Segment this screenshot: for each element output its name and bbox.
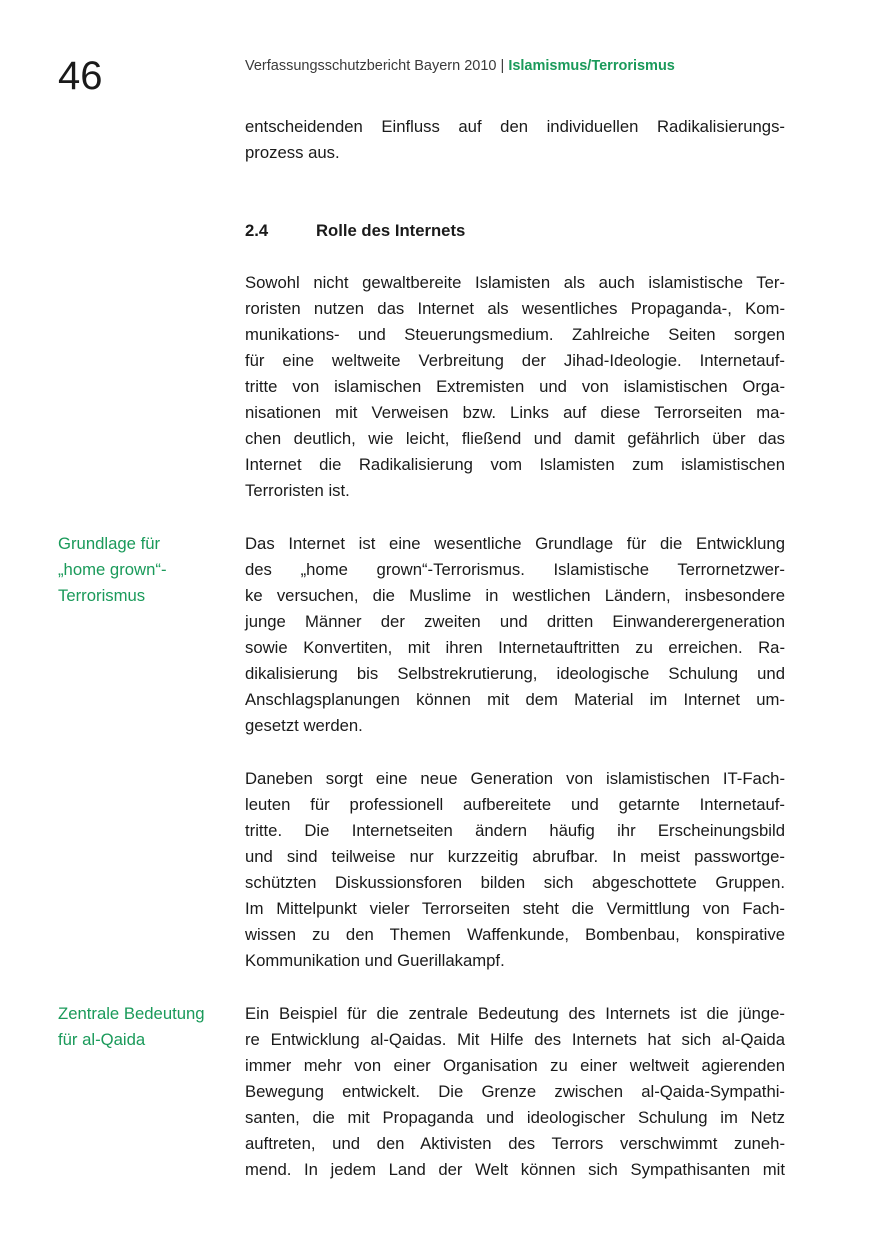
text-line: schützten Diskussionsforen bilden sich abgeschottete Gruppen. [245, 873, 785, 892]
text-line: santen, die mit Propaganda und ideologischer Schulung im Netz [245, 1108, 785, 1127]
text-line: munikations- und Steuerungsmedium. Zahlreiche Seiten sorgen [245, 325, 785, 344]
margin-note-line: Grundlage für [58, 534, 161, 553]
text-line: tritte. Die Internetseiten ändern häufig ihr Erscheinungsbild [245, 821, 785, 840]
text-line: prozess aus. [245, 143, 340, 162]
text-line: junge Männer der zweiten und dritten Einwanderergeneration [245, 612, 785, 631]
publication-title: Verfassungsschutzbericht Bayern 2010 [245, 58, 497, 74]
text-line: leuten für professionell aufbereitete und getarnte Internetauf- [245, 795, 785, 814]
text-line: roristen nutzen das Internet als wesentliches Propaganda-, Kom- [245, 299, 785, 318]
section-heading [245, 220, 465, 242]
margin-note-line: „home grown“- [58, 560, 167, 579]
text-line: entscheidenden Einfluss auf den individuellen Radikalisierungs- [245, 117, 785, 136]
paragraph-home-grown [245, 531, 785, 739]
text-line: immer mehr von einer Organisation zu einer weltweit agierenden [245, 1056, 785, 1075]
text-line: nisationen mit Verweisen bzw. Links auf diese Terrorseiten ma- [245, 403, 785, 422]
text-line: und sind teilweise nur kurzzeitig abrufbar. In meist passwortge- [245, 847, 785, 866]
text-line: Terroristen ist. [245, 481, 350, 500]
text-line: chen deutlich, wie leicht, fließend und damit gefährlich über das [245, 429, 785, 448]
margin-note-al-qaida [58, 1001, 238, 1053]
text-line: ke versuchen, die Muslime in westlichen Ländern, insbesondere [245, 586, 785, 605]
margin-note-line: für al-Qaida [58, 1030, 146, 1049]
text-line: Anschlagsplanungen können mit dem Material im Internet um- [245, 690, 785, 709]
paragraph-internet-role [245, 270, 785, 504]
paragraph-al-qaida [245, 1001, 785, 1183]
text-line: Bewegung entwickelt. Die Grenze zwischen al-Qaida-Sympathi- [245, 1082, 785, 1101]
margin-note-home-grown [58, 531, 238, 609]
page-number: 46 [58, 54, 103, 98]
paragraph-it-generation [245, 766, 785, 974]
text-line: Das Internet ist eine wesentliche Grundlage für die Entwicklung [245, 534, 785, 553]
text-line: wissen zu den Themen Waffenkunde, Bombenbau, konspirative [245, 925, 785, 944]
text-line: des „home grown“-Terrorismus. Islamistische Terrornetzwer- [245, 560, 785, 579]
section-heading-number: 2.4 [245, 221, 269, 240]
margin-note-line: Terrorismus [58, 586, 146, 605]
text-line: re Entwicklung al-Qaidas. Mit Hilfe des Internets hat sich al-Qaida [245, 1030, 785, 1049]
text-line: auftreten, und den Aktivisten des Terrors verschwimmt zuneh- [245, 1134, 785, 1153]
text-line: Daneben sorgt eine neue Generation von islamistischen IT-Fach- [245, 769, 785, 788]
section-title: Islamismus/Terrorismus [508, 58, 675, 74]
running-head [245, 57, 675, 75]
header-separator: | [496, 58, 509, 74]
text-line: Internet die Radikalisierung vom Islamisten zum islamistischen [245, 455, 785, 474]
text-line: mend. In jedem Land der Welt können sich Sympathisanten mit [245, 1160, 785, 1179]
text-line: dikalisierung bis Selbstrekrutierung, ideologische Schulung und [245, 664, 785, 683]
text-line: tritte von islamischen Extremisten und von islamistischen Orga- [245, 377, 785, 396]
text-line: sowie Konvertiten, mit ihren Internetauftritten zu erreichen. Ra- [245, 638, 785, 657]
text-line: für eine weltweite Verbreitung der Jihad-Ideologie. Internetauf- [245, 351, 785, 370]
text-line: Kommunikation und Guerillakampf. [245, 951, 505, 970]
intro-paragraph [245, 114, 785, 166]
text-line: Ein Beispiel für die zentrale Bedeutung des Internets ist die jünge- [245, 1004, 785, 1023]
margin-note-line: Zentrale Bedeutung [58, 1004, 205, 1023]
text-line: Sowohl nicht gewaltbereite Islamisten als auch islamistische Ter- [245, 273, 785, 292]
text-line: gesetzt werden. [245, 716, 363, 735]
text-line: Im Mittelpunkt vieler Terrorseiten steht die Vermittlung von Fach- [245, 899, 785, 918]
section-heading-title: Rolle des Internets [316, 221, 466, 240]
